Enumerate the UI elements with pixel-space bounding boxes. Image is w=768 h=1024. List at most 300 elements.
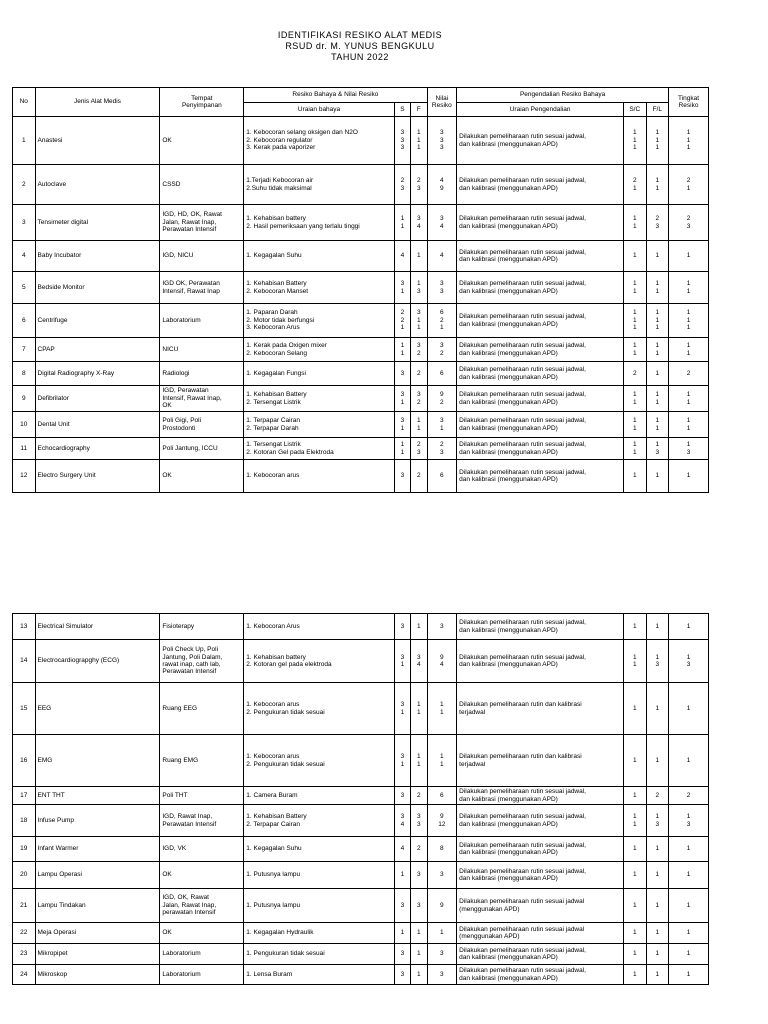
header-jenis-alat: Jenis Alat Medis <box>35 88 160 117</box>
cell-jenis-alat: Anastesi <box>35 117 160 165</box>
cell-tempat: Laboratorium <box>160 944 244 965</box>
cell-fl: 1 <box>646 241 669 272</box>
cell-sc: 1 1 <box>624 640 647 683</box>
cell-s: 3 <box>394 889 410 923</box>
cell-no: 6 <box>13 304 36 338</box>
cell-tingkat-resiko: 1 1 <box>669 272 709 304</box>
cell-tempat: CSSD <box>160 165 244 205</box>
cell-no: 13 <box>13 614 36 640</box>
cell-uraian-pengendalian: Dilakukan pemeliharaan rutin sesuai jadwal, dan kalibrasi (menggunakan APD) <box>457 805 624 837</box>
cell-uraian-bahaya: 1. Kegagalan Suhu <box>244 241 394 272</box>
cell-sc: 1 1 <box>624 386 647 412</box>
risk-table-page-2 <box>12 613 709 985</box>
table-row <box>13 117 709 165</box>
cell-f: 3 1 1 <box>411 304 427 338</box>
cell-f: 3 2 <box>411 338 427 362</box>
header-uraian-bahaya: Uraian bahaya <box>244 103 394 117</box>
cell-uraian-pengendalian: Dilakukan pemeliharaan rutin sesuai jadwal, dan kalibrasi (menggunakan APD) <box>457 117 624 165</box>
cell-tempat: NICU <box>160 338 244 362</box>
cell-f: 3 <box>411 889 427 923</box>
cell-nilai-resiko: 3 3 <box>427 272 457 304</box>
cell-uraian-pengendalian: Dilakukan pemeliharaan rutin sesuai jadwal, dan kalibrasi (menggunakan APD) <box>457 412 624 438</box>
cell-no: 15 <box>13 683 36 735</box>
cell-uraian-pengendalian: Dilakukan pemeliharaan rutin sesuai jadwal, dan kalibrasi (menggunakan APD) <box>457 460 624 493</box>
cell-tingkat-resiko: 1 <box>669 614 709 640</box>
cell-jenis-alat: Dental Unit <box>35 412 160 438</box>
table-body-page-2 <box>13 614 709 985</box>
title-line-1: IDENTIFIKASI RESIKO ALAT MEDIS <box>277 30 443 40</box>
cell-f: 2 <box>411 787 427 805</box>
cell-f: 3 3 <box>411 805 427 837</box>
risk-table-page-1 <box>12 87 709 493</box>
cell-tempat: Ruang EMG <box>160 735 244 787</box>
cell-f: 1 <box>411 923 427 944</box>
cell-s: 3 4 <box>394 805 410 837</box>
cell-s: 3 3 3 <box>394 117 410 165</box>
cell-sc: 1 1 1 <box>624 304 647 338</box>
cell-fl: 1 1 <box>646 412 669 438</box>
cell-sc: 1 1 <box>624 272 647 304</box>
cell-s: 1 1 <box>394 338 410 362</box>
cell-fl: 1 <box>646 837 669 862</box>
cell-fl: 2 <box>646 787 669 805</box>
cell-nilai-resiko: 1 1 <box>427 735 457 787</box>
cell-jenis-alat: Infant Warmer <box>35 837 160 862</box>
cell-tingkat-resiko: 1 3 <box>669 640 709 683</box>
header-pengendalian-group: Pengendalian Resiko Bahaya <box>457 88 669 103</box>
cell-s: 3 1 <box>394 683 410 735</box>
cell-uraian-bahaya: 1. Putusnya lampu <box>244 889 394 923</box>
cell-s: 4 <box>394 241 410 272</box>
cell-sc: 1 <box>624 862 647 889</box>
cell-uraian-bahaya: 1. Camera Buram <box>244 787 394 805</box>
cell-s: 3 1 <box>394 272 410 304</box>
table-row <box>13 241 709 272</box>
table-row <box>13 362 709 386</box>
cell-f: 2 <box>411 837 427 862</box>
cell-jenis-alat: Echocardiography <box>35 438 160 460</box>
cell-uraian-pengendalian: Dilakukan pemeliharaan rutin sesuai jadwal, dan kalibrasi (menggunakan APD) <box>457 362 624 386</box>
table-row <box>13 272 709 304</box>
cell-tingkat-resiko: 1 <box>669 683 709 735</box>
cell-s: 1 1 <box>394 438 410 460</box>
cell-s: 1 1 <box>394 205 410 241</box>
header-f: F <box>411 103 427 117</box>
cell-nilai-resiko: 3 4 <box>427 205 457 241</box>
cell-tempat: Poli THT <box>160 787 244 805</box>
cell-uraian-bahaya: 1. Kegagalan Suhu <box>244 837 394 862</box>
table-row <box>13 787 709 805</box>
cell-uraian-bahaya: 1. Kehabisan battery 2. Hasil pemeriksaan yang terlalu tinggi <box>244 205 394 241</box>
cell-fl: 1 <box>646 965 669 985</box>
cell-nilai-resiko: 6 <box>427 460 457 493</box>
cell-nilai-resiko: 3 <box>427 862 457 889</box>
cell-nilai-resiko: 8 <box>427 837 457 862</box>
cell-no: 11 <box>13 438 36 460</box>
cell-jenis-alat: Centrifuge <box>35 304 160 338</box>
cell-sc: 2 <box>624 362 647 386</box>
table-row <box>13 837 709 862</box>
cell-fl: 1 <box>646 889 669 923</box>
cell-jenis-alat: Defibrilator <box>35 386 160 412</box>
cell-uraian-bahaya: 1.Terjadi Kebocoran air 2.Suhu tidak maksimal <box>244 165 394 205</box>
table-row <box>13 614 709 640</box>
cell-jenis-alat: Mikroskop <box>35 965 160 985</box>
cell-jenis-alat: Electrical Simulator <box>35 614 160 640</box>
table-row <box>13 889 709 923</box>
cell-f: 1 <box>411 965 427 985</box>
cell-no: 16 <box>13 735 36 787</box>
cell-uraian-bahaya: 1. Paparan Darah 2. Motor tidak berfungsi 3. Kebocoran Arus <box>244 304 394 338</box>
cell-f: 1 1 <box>411 683 427 735</box>
cell-sc: 1 1 <box>624 438 647 460</box>
cell-s: 4 <box>394 837 410 862</box>
cell-uraian-bahaya: 1. Pengukuran tidak sesuai <box>244 944 394 965</box>
cell-nilai-resiko: 3 1 <box>427 412 457 438</box>
cell-no: 12 <box>13 460 36 493</box>
cell-uraian-pengendalian: Dilakukan pemeliharaan rutin sesuai jadwal, dan kalibrasi (menggunakan APD) <box>457 272 624 304</box>
cell-tempat: IGD OK, Perawatan Intensif, Rawat Inap <box>160 272 244 304</box>
table-row <box>13 944 709 965</box>
cell-uraian-bahaya: 1. Kebocoran arus 2. Pengukuran tidak sesuai <box>244 735 394 787</box>
table-row <box>13 205 709 241</box>
cell-s: 2 3 <box>394 165 410 205</box>
cell-s: 3 <box>394 787 410 805</box>
header-uraian-pengendalian: Uraian Pengendalian <box>457 103 624 117</box>
cell-s: 2 2 1 <box>394 304 410 338</box>
cell-tempat: Poli Gigi, Poli Prostodonti <box>160 412 244 438</box>
table-body-page-1 <box>13 117 709 493</box>
cell-uraian-pengendalian: Dilakukan pemeliharaan rutin sesuai jadwal, dan kalibrasi (menggunakan APD) <box>457 304 624 338</box>
cell-uraian-bahaya: 1. Putusnya lampu <box>244 862 394 889</box>
cell-nilai-resiko: 9 4 <box>427 640 457 683</box>
cell-tempat: Fisioterapy <box>160 614 244 640</box>
cell-nilai-resiko: 2 3 <box>427 438 457 460</box>
header-nilai-resiko: Nilai Resiko <box>427 88 457 117</box>
cell-no: 3 <box>13 205 36 241</box>
cell-uraian-bahaya: 1. Kebocoran arus 2. Pengukuran tidak sesuai <box>244 683 394 735</box>
table-row <box>13 862 709 889</box>
table-row <box>13 338 709 362</box>
cell-fl: 1 <box>646 683 669 735</box>
cell-tingkat-resiko: 1 <box>669 837 709 862</box>
cell-f: 1 <box>411 241 427 272</box>
cell-jenis-alat: EEG <box>35 683 160 735</box>
cell-nilai-resiko: 1 1 <box>427 683 457 735</box>
cell-tingkat-resiko: 2 <box>669 362 709 386</box>
cell-f: 2 3 <box>411 438 427 460</box>
table-row <box>13 304 709 338</box>
cell-tingkat-resiko: 1 <box>669 862 709 889</box>
cell-tingkat-resiko: 1 <box>669 735 709 787</box>
cell-nilai-resiko: 9 <box>427 889 457 923</box>
cell-uraian-bahaya: 1. Kebocoran arus <box>244 460 394 493</box>
table-row <box>13 438 709 460</box>
cell-fl: 1 1 <box>646 165 669 205</box>
cell-sc: 1 <box>624 735 647 787</box>
cell-uraian-pengendalian: Dilakukan pemeliharaan rutin dan kalibrasi terjadwal <box>457 683 624 735</box>
cell-tempat: IGD, NICU <box>160 241 244 272</box>
cell-uraian-pengendalian: Dilakukan pemeliharaan rutin sesuai jadwal, dan kalibrasi (menggunakan APD) <box>457 862 624 889</box>
cell-jenis-alat: Infuse Pump <box>35 805 160 837</box>
cell-uraian-bahaya: 1. Kehabisan battery 2. Kotoran gel pada elektroda <box>244 640 394 683</box>
cell-sc: 1 <box>624 837 647 862</box>
cell-uraian-pengendalian: Dilakukan pemeliharaan rutin sesuai jadwal, dan kalibrasi (menggunakan APD) <box>457 787 624 805</box>
cell-uraian-pengendalian: Dilakukan pemeliharaan rutin sesuai jadwal, dan kalibrasi (menggunakan APD) <box>457 386 624 412</box>
cell-s: 3 <box>394 944 410 965</box>
cell-tingkat-resiko: 1 <box>669 460 709 493</box>
cell-nilai-resiko: 6 2 1 <box>427 304 457 338</box>
cell-fl: 1 <box>646 362 669 386</box>
cell-uraian-bahaya: 1. Kebocoran selang oksigen dan N2O 2. Kebocoran regulator 3. Kerak pada vaporizer <box>244 117 394 165</box>
table-row <box>13 412 709 438</box>
cell-no: 7 <box>13 338 36 362</box>
cell-no: 20 <box>13 862 36 889</box>
cell-s: 3 1 <box>394 412 410 438</box>
cell-nilai-resiko: 4 <box>427 241 457 272</box>
cell-no: 17 <box>13 787 36 805</box>
cell-uraian-bahaya: 1. Terpapar Cairan 2. Terpapar Darah <box>244 412 394 438</box>
cell-tingkat-resiko: 1 <box>669 944 709 965</box>
cell-fl: 1 <box>646 923 669 944</box>
cell-no: 4 <box>13 241 36 272</box>
cell-uraian-bahaya: 1. Tersengat Listrik 2. Kotoran Gel pada Elektroda <box>244 438 394 460</box>
cell-uraian-pengendalian: Dilakukan pemeliharaan rutin sesuai jadwal, dan kalibrasi (menggunakan APD) <box>457 338 624 362</box>
cell-no: 1 <box>13 117 36 165</box>
cell-f: 3 <box>411 862 427 889</box>
cell-jenis-alat: ENT THT <box>35 787 160 805</box>
cell-tingkat-resiko: 2 3 <box>669 205 709 241</box>
cell-uraian-pengendalian: Dilakukan pemeliharaan rutin sesuai jadwal (menggunakan APD) <box>457 923 624 944</box>
document-title <box>0 30 720 63</box>
cell-s: 1 <box>394 862 410 889</box>
cell-jenis-alat: Baby Incubator <box>35 241 160 272</box>
cell-no: 22 <box>13 923 36 944</box>
cell-tingkat-resiko: 1 <box>669 923 709 944</box>
cell-no: 5 <box>13 272 36 304</box>
cell-no: 24 <box>13 965 36 985</box>
cell-f: 1 1 <box>411 412 427 438</box>
cell-sc: 1 <box>624 944 647 965</box>
cell-jenis-alat: Mikropipet <box>35 944 160 965</box>
cell-tingkat-resiko: 2 1 <box>669 165 709 205</box>
cell-nilai-resiko: 6 <box>427 362 457 386</box>
cell-fl: 2 3 <box>646 205 669 241</box>
cell-jenis-alat: Tensimeter digital <box>35 205 160 241</box>
cell-nilai-resiko: 6 <box>427 787 457 805</box>
cell-nilai-resiko: 9 2 <box>427 386 457 412</box>
cell-nilai-resiko: 4 9 <box>427 165 457 205</box>
cell-no: 18 <box>13 805 36 837</box>
cell-fl: 1 1 <box>646 386 669 412</box>
cell-fl: 1 3 <box>646 805 669 837</box>
cell-tingkat-resiko: 1 1 <box>669 338 709 362</box>
cell-jenis-alat: Electro Surgery Unit <box>35 460 160 493</box>
cell-tingkat-resiko: 1 <box>669 889 709 923</box>
table-row <box>13 965 709 985</box>
cell-sc: 1 <box>624 241 647 272</box>
cell-fl: 1 <box>646 460 669 493</box>
cell-sc: 1 1 <box>624 805 647 837</box>
cell-s: 3 1 <box>394 640 410 683</box>
cell-sc: 1 <box>624 889 647 923</box>
cell-s: 3 <box>394 614 410 640</box>
cell-no: 23 <box>13 944 36 965</box>
cell-nilai-resiko: 1 <box>427 923 457 944</box>
cell-tempat: Radiologi <box>160 362 244 386</box>
cell-sc: 1 <box>624 614 647 640</box>
cell-jenis-alat: Autoclave <box>35 165 160 205</box>
cell-no: 21 <box>13 889 36 923</box>
cell-uraian-bahaya: 1. Kehabisan Battery 2. Kebocoran Manset <box>244 272 394 304</box>
cell-no: 19 <box>13 837 36 862</box>
cell-tempat: IGD, VK <box>160 837 244 862</box>
cell-uraian-bahaya: 1. Kehabisan Battery 2. Terpapar Cairan <box>244 805 394 837</box>
cell-uraian-bahaya: 1. Lensa Buram <box>244 965 394 985</box>
cell-sc: 1 <box>624 460 647 493</box>
cell-uraian-bahaya: 1. Kebocoran Arus <box>244 614 394 640</box>
cell-tempat: Laboratorium <box>160 965 244 985</box>
cell-uraian-pengendalian: Dilakukan pemeliharaan rutin sesuai jadwal, dan kalibrasi (menggunakan APD) <box>457 640 624 683</box>
cell-tingkat-resiko: 1 1 <box>669 386 709 412</box>
cell-uraian-pengendalian: Dilakukan pemeliharaan rutin sesuai jadwal, dan kalibrasi (menggunakan APD) <box>457 438 624 460</box>
cell-fl: 1 1 <box>646 338 669 362</box>
cell-fl: 1 3 <box>646 640 669 683</box>
cell-f: 3 2 <box>411 386 427 412</box>
cell-nilai-resiko: 3 <box>427 614 457 640</box>
cell-nilai-resiko: 3 <box>427 965 457 985</box>
cell-tingkat-resiko: 1 3 <box>669 438 709 460</box>
cell-uraian-pengendalian: Dilakukan pemeliharaan rutin sesuai jadwal, dan kalibrasi (menggunakan APD) <box>457 837 624 862</box>
cell-no: 8 <box>13 362 36 386</box>
cell-tempat: OK <box>160 862 244 889</box>
table-row <box>13 923 709 944</box>
header-fl: F/L <box>646 103 669 117</box>
cell-s: 1 <box>394 923 410 944</box>
cell-f: 3 4 <box>411 640 427 683</box>
cell-fl: 1 <box>646 944 669 965</box>
cell-no: 9 <box>13 386 36 412</box>
cell-sc: 1 <box>624 787 647 805</box>
cell-tempat: OK <box>160 117 244 165</box>
table-row <box>13 165 709 205</box>
cell-tempat: IGD, Rawat Inap, Perawatan Intensif <box>160 805 244 837</box>
cell-jenis-alat: CPAP <box>35 338 160 362</box>
cell-jenis-alat: Meja Operasi <box>35 923 160 944</box>
cell-f: 2 <box>411 362 427 386</box>
cell-nilai-resiko: 3 <box>427 944 457 965</box>
cell-no: 10 <box>13 412 36 438</box>
cell-f: 1 3 <box>411 272 427 304</box>
table-row <box>13 735 709 787</box>
cell-uraian-bahaya: 1. Kehabisan Battery 2. Tersengat Listrik <box>244 386 394 412</box>
cell-jenis-alat: Digital Radiography X-Ray <box>35 362 160 386</box>
cell-s: 3 <box>394 362 410 386</box>
cell-sc: 2 1 <box>624 165 647 205</box>
cell-tempat: Poli Jantung, ICCU <box>160 438 244 460</box>
table-row <box>13 386 709 412</box>
cell-fl: 1 1 1 <box>646 304 669 338</box>
cell-fl: 1 <box>646 735 669 787</box>
cell-tempat: OK <box>160 460 244 493</box>
cell-s: 3 1 <box>394 386 410 412</box>
cell-fl: 1 1 <box>646 272 669 304</box>
cell-uraian-pengendalian: Dilakukan pemeliharaan rutin sesuai jadwal, dan kalibrasi (menggunakan APD) <box>457 614 624 640</box>
cell-no: 2 <box>13 165 36 205</box>
cell-f: 2 <box>411 460 427 493</box>
cell-uraian-pengendalian: Dilakukan pemeliharaan rutin sesuai jadwal, dan kalibrasi (menggunakan APD) <box>457 165 624 205</box>
cell-jenis-alat: Electrocardiograpghy (ECG) <box>35 640 160 683</box>
cell-fl: 1 <box>646 614 669 640</box>
header-s: S <box>394 103 410 117</box>
cell-tingkat-resiko: 1 3 <box>669 805 709 837</box>
cell-sc: 1 <box>624 923 647 944</box>
cell-fl: 1 <box>646 862 669 889</box>
cell-tempat: Laboratorium <box>160 304 244 338</box>
cell-tempat: OK <box>160 923 244 944</box>
cell-f: 1 <box>411 944 427 965</box>
cell-s: 3 1 <box>394 735 410 787</box>
header-no: No <box>13 88 36 117</box>
cell-tingkat-resiko: 1 1 <box>669 412 709 438</box>
cell-uraian-pengendalian: Dilakukan pemeliharaan rutin dan kalibrasi terjadwal <box>457 735 624 787</box>
header-tingkat-resiko: Tingkat Resiko <box>669 88 709 117</box>
table-row <box>13 640 709 683</box>
cell-sc: 1 1 <box>624 205 647 241</box>
table-row <box>13 805 709 837</box>
cell-nilai-resiko: 3 2 <box>427 338 457 362</box>
cell-jenis-alat: Lampu Operasi <box>35 862 160 889</box>
header-sc: S/C <box>624 103 647 117</box>
cell-sc: 1 1 <box>624 412 647 438</box>
table-row <box>13 683 709 735</box>
cell-tempat: Poli Check Up, Poli Jantung, Poli Dalam, rawat inap, cath lab, Perawatan Intensif <box>160 640 244 683</box>
cell-uraian-pengendalian: Dilakukan pemeliharaan rutin sesuai jadwal, dan kalibrasi (menggunakan APD) <box>457 205 624 241</box>
cell-sc: 1 1 1 <box>624 117 647 165</box>
cell-tempat: IGD, Perawatan Intensif, Rawat Inap, OK <box>160 386 244 412</box>
cell-sc: 1 1 <box>624 338 647 362</box>
cell-uraian-bahaya: 1. Kegagalan Fungsi <box>244 362 394 386</box>
cell-jenis-alat: EMG <box>35 735 160 787</box>
cell-jenis-alat: Bedside Monitor <box>35 272 160 304</box>
cell-f: 3 4 <box>411 205 427 241</box>
cell-f: 2 3 <box>411 165 427 205</box>
cell-uraian-pengendalian: Dilakukan pemeliharaan rutin sesuai jadwal, dan kalibrasi (menggunakan APD) <box>457 241 624 272</box>
cell-jenis-alat: Lampu Tindakan <box>35 889 160 923</box>
cell-f: 1 1 1 <box>411 117 427 165</box>
cell-s: 3 <box>394 965 410 985</box>
cell-no: 14 <box>13 640 36 683</box>
table-header-row <box>13 88 709 103</box>
cell-nilai-resiko: 3 3 3 <box>427 117 457 165</box>
cell-tingkat-resiko: 1 1 1 <box>669 117 709 165</box>
cell-f: 1 1 <box>411 735 427 787</box>
cell-tempat: IGD, OK, Rawat Jalan, Rawat Inap, perawatan Intensif <box>160 889 244 923</box>
title-line-2: RSUD dr. M. YUNUS BENGKULU <box>285 41 435 51</box>
header-tempat: Tempat Penyimpanan <box>160 88 244 117</box>
cell-tingkat-resiko: 1 <box>669 241 709 272</box>
cell-uraian-pengendalian: Dilakukan pemeliharaan rutin sesuai jadwal, dan kalibrasi (menggunakan APD) <box>457 965 624 985</box>
cell-fl: 1 1 1 <box>646 117 669 165</box>
cell-f: 1 <box>411 614 427 640</box>
cell-uraian-bahaya: 1. Kerak pada Oxigen mixer 2. Kebocoran Selang <box>244 338 394 362</box>
cell-tempat: IGD, HD, OK, Rawat Jalan, Rawat Inap, Perawatan Intensif <box>160 205 244 241</box>
cell-sc: 1 <box>624 683 647 735</box>
cell-uraian-pengendalian: Dilakukan pemeliharaan rutin sesuai jadwal, dan kalibrasi (menggunakan APD) <box>457 944 624 965</box>
cell-tempat: Ruang EEG <box>160 683 244 735</box>
cell-tingkat-resiko: 2 <box>669 787 709 805</box>
cell-tingkat-resiko: 1 1 1 <box>669 304 709 338</box>
